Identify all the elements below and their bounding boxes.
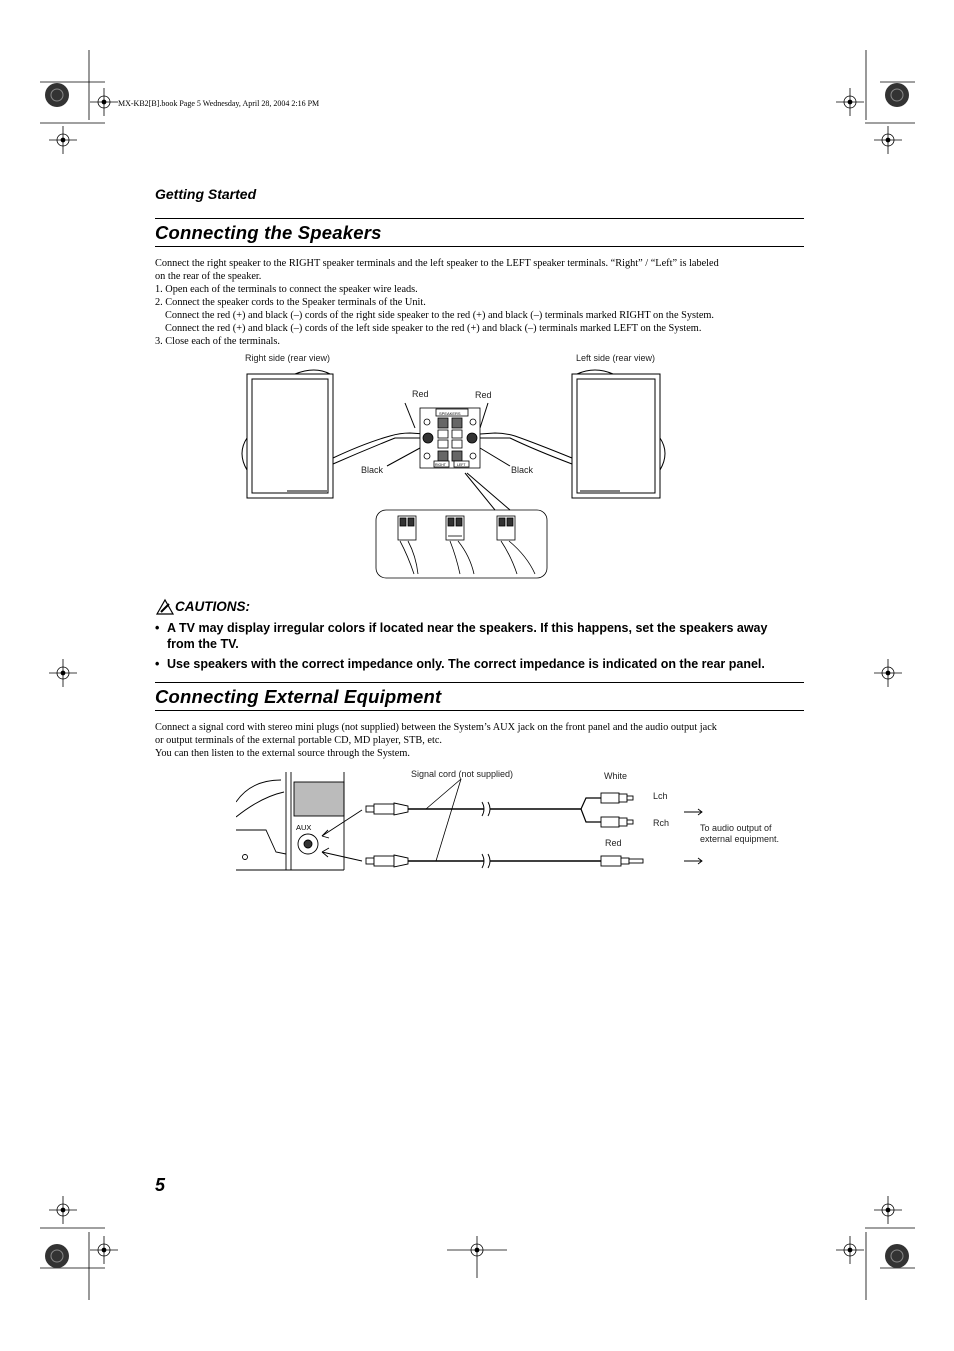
bullet-icon: • <box>155 657 160 671</box>
red-label-left: Red <box>412 389 429 399</box>
step-2: 2. Connect the speaker cords to the Speaker terminals of the Unit. <box>155 297 426 308</box>
to-audio-line-1: To audio output of <box>700 823 772 833</box>
print-info: MX-KB2[B].book Page 5 Wednesday, April 28, 2004 2:16 PM <box>118 99 320 108</box>
mini-plug-cord-icon <box>366 802 601 868</box>
right-side-label: Right side (rear view) <box>245 353 331 363</box>
external-para-2: or output terminals of the external portable CD, MD player, STB, etc. <box>155 735 442 746</box>
right-speaker-icon <box>242 370 333 498</box>
caution-1-line-2: from the TV. <box>167 637 239 651</box>
step-1: 1. Open each of the terminals to connect the speaker wire leads. <box>155 284 418 295</box>
external-para-3: You can then listen to the external source through the System. <box>155 748 410 759</box>
left-tag: LEFT <box>457 463 466 467</box>
white-label: White <box>604 771 628 781</box>
signal-cord-label: Signal cord (not supplied) <box>411 769 514 779</box>
left-speaker-icon <box>572 370 665 498</box>
bullet-icon: • <box>155 621 160 635</box>
left-side-label: Left side (rear view) <box>576 353 656 363</box>
heading-rule-top <box>155 682 804 683</box>
speaker-wiring-diagram <box>235 348 675 580</box>
right-tag: RIGHT <box>435 463 446 467</box>
speakers-instructions <box>155 257 815 348</box>
heading-rule-top <box>155 218 804 219</box>
cautions-list <box>155 620 807 672</box>
step-2b: Connect the red (+) and black (–) cords of the left side speaker to the red (+) and black (–) terminals marked LEFT on the System. <box>165 323 702 334</box>
heading-rule-bottom <box>155 710 804 711</box>
terminal-detail-callout <box>376 510 547 578</box>
external-heading: Connecting External Equipment <box>155 686 442 707</box>
page-number: 5 <box>155 1175 166 1195</box>
intro-line-2: on the rear of the speaker. <box>155 271 262 282</box>
speakers-tag: SPEAKERS <box>439 411 461 416</box>
step-2a: Connect the red (+) and black (–) cords of the right side speaker to the red (+) and black (–) terminals marked RIGHT on the System. <box>165 310 714 321</box>
aux-label: AUX <box>296 823 312 832</box>
unit-front-panel-icon <box>236 772 344 870</box>
caution-item <box>155 656 807 672</box>
heading-rule-bottom <box>155 246 804 247</box>
black-label-right: Black <box>511 465 534 475</box>
lch-label: Lch <box>653 791 668 801</box>
caution-item <box>155 620 807 652</box>
red-label: Red <box>605 838 622 848</box>
rca-plug-icon <box>581 793 643 866</box>
rch-label: Rch <box>653 818 670 828</box>
black-label-left: Black <box>361 465 384 475</box>
external-instructions <box>155 721 815 760</box>
caution-pencil-icon <box>155 598 175 616</box>
cautions-title: CAUTIONS: <box>175 599 250 614</box>
step-3: 3. Close each of the terminals. <box>155 336 280 347</box>
red-label-right: Red <box>475 390 492 400</box>
intro-line-1: Connect the right speaker to the RIGHT speaker terminals and the left speaker to the LEFT speaker terminals. “Right” / “Left” is labeled <box>155 258 719 269</box>
speaker-terminal-block-icon <box>420 408 480 468</box>
to-audio-line-2: external equipment. <box>700 834 780 844</box>
caution-1-line-1: A TV may display irregular colors if located near the speakers. If this happens, set the speakers away <box>167 621 768 635</box>
external-para-1: Connect a signal cord with stereo mini plugs (not supplied) between the System’s AUX jack on the front panel and the audio output jack <box>155 722 717 733</box>
aux-connection-diagram <box>236 762 806 878</box>
caution-2: Use speakers with the correct impedance only. The correct impedance is indicated on the rear panel. <box>167 657 765 671</box>
speakers-heading: Connecting the Speakers <box>155 222 382 243</box>
section-label: Getting Started <box>155 186 257 202</box>
